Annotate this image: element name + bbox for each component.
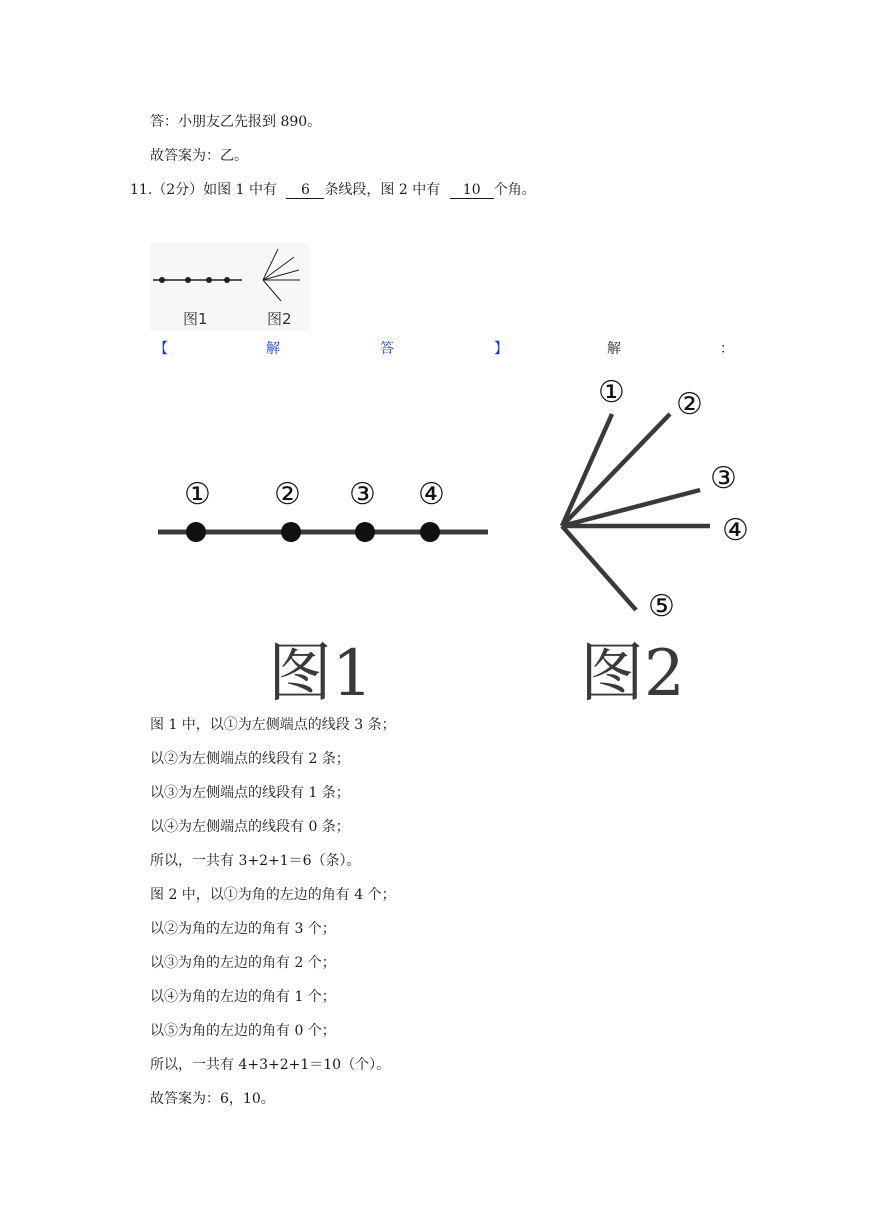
solution-word-jie: 解 [266, 341, 280, 357]
fig1-small-point [224, 277, 230, 283]
small-figure [150, 243, 310, 331]
bracket-close: 】 [494, 341, 508, 357]
fig1-small-point [185, 277, 191, 283]
solution-line: 以④为左侧端点的线段有 0 条； [150, 819, 350, 835]
blank-1: 6 [286, 182, 324, 199]
solution-line: 以③为角的左边的角有 2 个； [150, 955, 336, 971]
fig1-small-caption: 图1 [183, 310, 208, 328]
fig1-caption: 图1 [268, 637, 373, 708]
fig2-ray [562, 414, 670, 526]
solution-word-da: 答 [380, 341, 394, 357]
solution-colon: ： [720, 341, 734, 357]
fig1-point [186, 522, 206, 542]
solution-line: 以③为左侧端点的线段有 1 条； [150, 785, 350, 801]
fig1-label: ④ [418, 477, 445, 512]
question-11 [130, 181, 536, 199]
fig1-point [281, 522, 301, 542]
fig2-ray [562, 414, 612, 526]
solution-line: 图 1 中，以①为左侧端点的线段 3 条； [150, 717, 396, 733]
fig1-small-point [159, 277, 165, 283]
fig2-small-caption: 图2 [267, 310, 292, 328]
fig1-point [355, 522, 375, 542]
fig2-caption: 图2 [580, 637, 685, 708]
solution-line: 以⑤为角的左边的角有 0 个； [150, 1023, 336, 1039]
solution-line: 以②为左侧端点的线段有 2 条； [150, 751, 350, 767]
solution-line: 故答案为：6，10。 [150, 1091, 275, 1107]
fig2-label: ② [676, 387, 703, 422]
solution-line: 以④为角的左边的角有 1 个； [150, 989, 336, 1005]
solution-line: 图 2 中，以①为角的左边的角有 4 个； [150, 887, 396, 903]
fig2-label: ① [598, 375, 625, 410]
fig2-label: ⑤ [648, 589, 675, 624]
blank-2: 10 [450, 182, 494, 199]
question-suffix: 个角。 [493, 182, 536, 198]
therefore-line: 故答案为：乙。 [150, 148, 248, 164]
fig1-label: ② [274, 477, 301, 512]
big-figure [150, 368, 770, 708]
fig2-label: ④ [722, 513, 749, 548]
fig1-label: ③ [349, 477, 376, 512]
fig1-small-point [206, 277, 212, 283]
fig2-label: ③ [710, 461, 737, 496]
solution-line: 所以，一共有 4+3+2+1＝10（个）。 [150, 1057, 391, 1073]
solution-line: 以②为角的左边的角有 3 个； [150, 921, 336, 937]
solution-word-jie-2: 解 [607, 341, 621, 357]
fig1-point [420, 522, 440, 542]
question-middle: 条线段，图 2 中有 [324, 182, 441, 198]
solution-line: 所以，一共有 3+2+1＝6（条）。 [150, 853, 361, 869]
fig2-ray [562, 490, 700, 526]
fig1-label: ① [184, 477, 211, 512]
fig2-ray [562, 526, 636, 610]
answer-line: 答：小朋友乙先报到 890。 [150, 114, 322, 130]
question-prefix: 11.（2分）如图 1 中有 [130, 182, 277, 198]
bracket-open: 【 [154, 341, 168, 357]
